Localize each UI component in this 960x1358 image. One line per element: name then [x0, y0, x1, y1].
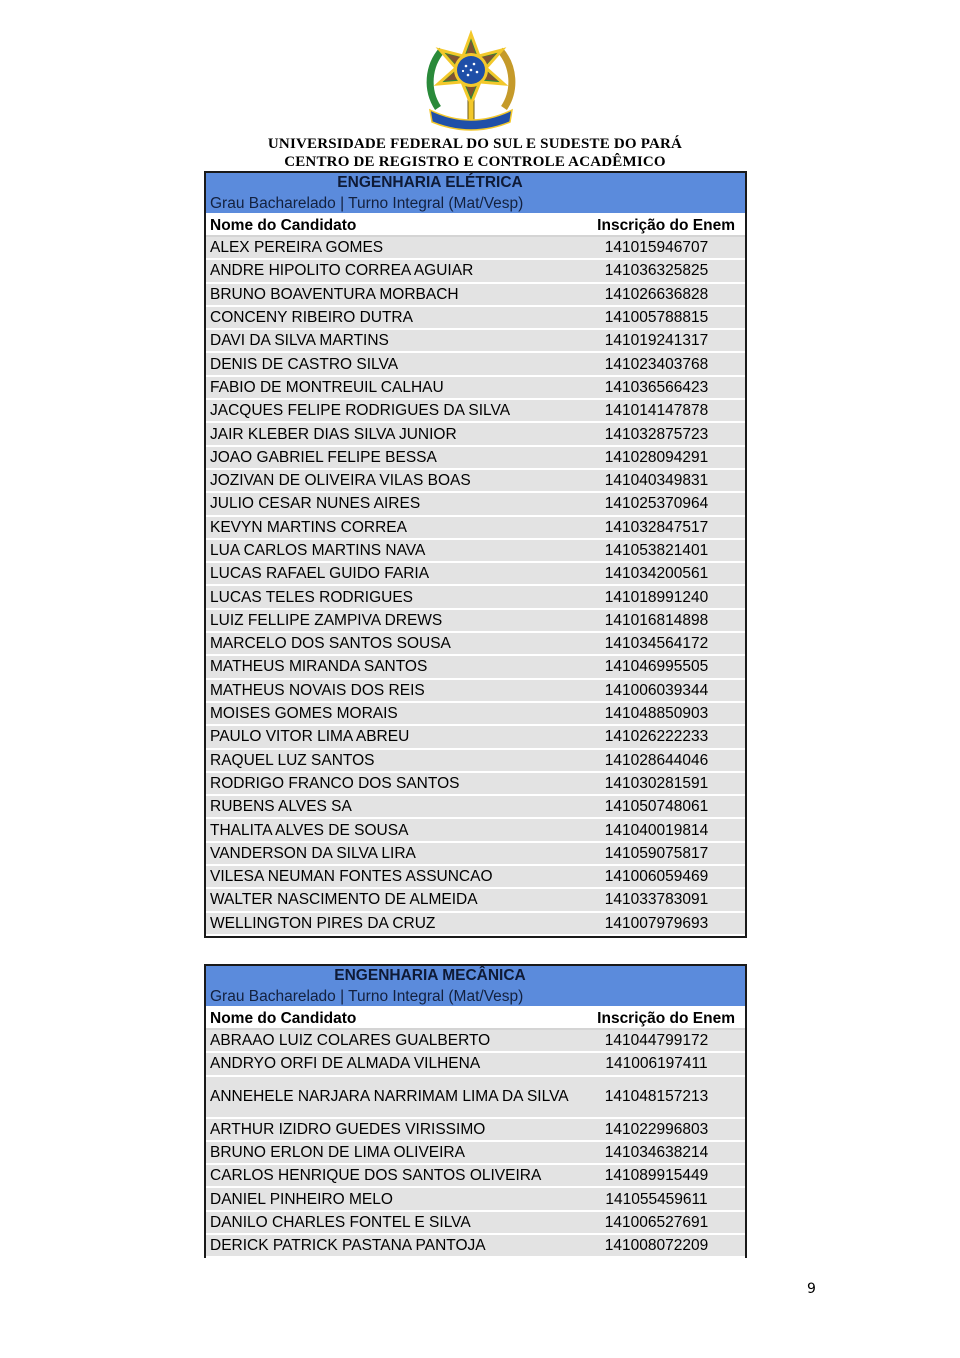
candidate-name: WELLINGTON PIRES DA CRUZ	[204, 912, 576, 935]
candidate-name: VILESA NEUMAN FONTES ASSUNCAO	[204, 865, 576, 888]
enem-registration: 141006197411	[576, 1052, 745, 1075]
enem-registration: 141032875723	[576, 422, 745, 445]
table-row	[204, 422, 745, 445]
candidate-name: MARCELO DOS SANTOS SOUSA	[204, 632, 576, 655]
table-row	[204, 725, 745, 748]
course-title: ENGENHARIA ELÉTRICA	[204, 172, 745, 193]
enem-registration: 141089915449	[576, 1164, 745, 1187]
candidate-name: FABIO DE MONTREUIL CALHAU	[204, 376, 576, 399]
enem-registration: 141005788815	[576, 306, 745, 329]
candidate-name: CONCENY RIBEIRO DUTRA	[204, 306, 576, 329]
table-row	[204, 585, 745, 608]
table-row	[204, 562, 745, 585]
candidate-name: RAQUEL LUZ SANTOS	[204, 749, 576, 772]
page-number: 9	[807, 1281, 816, 1297]
table-row	[204, 469, 745, 492]
candidate-name: LUIZ FELLIPE ZAMPIVA DREWS	[204, 609, 576, 632]
brazil-coat-of-arms-icon	[424, 30, 518, 134]
enem-registration: 141028094291	[576, 446, 745, 469]
candidate-name: JACQUES FELIPE RODRIGUES DA SILVA	[204, 399, 576, 422]
table-row	[204, 1164, 745, 1187]
table-row	[204, 655, 745, 678]
table-row	[204, 888, 745, 911]
enem-registration: 141048157213	[576, 1076, 745, 1118]
enem-registration: 141048850903	[576, 702, 745, 725]
enem-registration: 141006527691	[576, 1211, 745, 1234]
table-row	[204, 772, 745, 795]
enem-registration: 141006059469	[576, 865, 745, 888]
enem-registration: 141046995505	[576, 655, 745, 678]
table-row	[204, 842, 745, 865]
table-row	[204, 609, 745, 632]
candidate-name: DAVI DA SILVA MARTINS	[204, 329, 576, 352]
table-row	[204, 1211, 745, 1234]
candidate-name: ALEX PEREIRA GOMES	[204, 236, 576, 259]
enem-registration: 141034200561	[576, 562, 745, 585]
enem-registration: 141019241317	[576, 329, 745, 352]
table-row	[204, 702, 745, 725]
table-row	[204, 539, 745, 562]
course-table-eletrica	[204, 172, 745, 936]
table-row	[204, 1076, 745, 1118]
table-row	[204, 283, 745, 306]
table-row	[204, 446, 745, 469]
candidate-name: LUCAS RAFAEL GUIDO FARIA	[204, 562, 576, 585]
institution-name: UNIVERSIDADE FEDERAL DO SUL E SUDESTE DO PARÁ	[267, 136, 683, 152]
candidate-name: DERICK PATRICK PASTANA PANTOJA	[204, 1234, 576, 1257]
enem-registration: 141036566423	[576, 376, 745, 399]
column-header-enem: Inscrição do Enem	[576, 214, 745, 236]
course-title: ENGENHARIA MECÂNICA	[204, 965, 745, 986]
table-row	[204, 865, 745, 888]
table-row	[204, 516, 745, 539]
table-row	[204, 1141, 745, 1164]
enem-registration: 141006039344	[576, 679, 745, 702]
table-row	[204, 679, 745, 702]
candidate-name: ARTHUR IZIDRO GUEDES VIRISSIMO	[204, 1118, 576, 1141]
candidate-name: VANDERSON DA SILVA LIRA	[204, 842, 576, 865]
candidate-name: LUA CARLOS MARTINS NAVA	[204, 539, 576, 562]
table-row	[204, 492, 745, 515]
candidate-name: MATHEUS MIRANDA SANTOS	[204, 655, 576, 678]
candidate-name: ANNEHELE NARJARA NARRIMAM LIMA DA SILVA	[204, 1076, 576, 1118]
column-header-name: Nome do Candidato	[204, 1007, 576, 1029]
enem-registration: 141034564172	[576, 632, 745, 655]
enem-registration: 141030281591	[576, 772, 745, 795]
enem-registration: 141033783091	[576, 888, 745, 911]
candidate-name: JAIR KLEBER DIAS SILVA JUNIOR	[204, 422, 576, 445]
candidate-name: JOAO GABRIEL FELIPE BESSA	[204, 446, 576, 469]
enem-registration: 141034638214	[576, 1141, 745, 1164]
table-row	[204, 1029, 745, 1052]
enem-registration: 141026222233	[576, 725, 745, 748]
candidate-name: DANILO CHARLES FONTEL E SILVA	[204, 1211, 576, 1234]
candidate-name: DANIEL PINHEIRO MELO	[204, 1187, 576, 1210]
course-grade: Grau Bacharelado | Turno Integral (Mat/Vesp)	[204, 986, 745, 1007]
enem-registration: 141025370964	[576, 492, 745, 515]
candidate-name: PAULO VITOR LIMA ABREU	[204, 725, 576, 748]
enem-registration: 141007979693	[576, 912, 745, 935]
table-row	[204, 306, 745, 329]
table-row	[204, 259, 745, 282]
candidate-name: LUCAS TELES RODRIGUES	[204, 585, 576, 608]
enem-registration: 141014147878	[576, 399, 745, 422]
candidate-name: MATHEUS NOVAIS DOS REIS	[204, 679, 576, 702]
enem-registration: 141008072209	[576, 1234, 745, 1257]
table-row	[204, 236, 745, 259]
candidate-name: MOISES GOMES MORAIS	[204, 702, 576, 725]
enem-registration: 141023403768	[576, 352, 745, 375]
column-header-enem: Inscrição do Enem	[576, 1007, 745, 1029]
candidate-name: ANDRE HIPOLITO CORREA AGUIAR	[204, 259, 576, 282]
enem-registration: 141018991240	[576, 585, 745, 608]
table-row	[204, 749, 745, 772]
enem-registration: 141040349831	[576, 469, 745, 492]
table-row	[204, 352, 745, 375]
table-row	[204, 399, 745, 422]
candidate-name: BRUNO BOAVENTURA MORBACH	[204, 283, 576, 306]
candidate-name: KEVYN MARTINS CORREA	[204, 516, 576, 539]
enem-registration: 141044799172	[576, 1029, 745, 1052]
table-row	[204, 329, 745, 352]
table-row	[204, 376, 745, 399]
enem-registration: 141032847517	[576, 516, 745, 539]
course-grade: Grau Bacharelado | Turno Integral (Mat/Vesp)	[204, 193, 745, 214]
candidate-name: CARLOS HENRIQUE DOS SANTOS OLIVEIRA	[204, 1164, 576, 1187]
table-row	[204, 912, 745, 935]
department-name: CENTRO DE REGISTRO E CONTROLE ACADÊMICO	[284, 154, 666, 170]
candidate-name: BRUNO ERLON DE LIMA OLIVEIRA	[204, 1141, 576, 1164]
table-row	[204, 1234, 745, 1257]
candidate-name: JULIO CESAR NUNES AIRES	[204, 492, 576, 515]
enem-registration: 141040019814	[576, 818, 745, 841]
course-table-mecanica	[204, 965, 745, 1258]
column-header-name: Nome do Candidato	[204, 214, 576, 236]
candidate-name: JOZIVAN DE OLIVEIRA VILAS BOAS	[204, 469, 576, 492]
candidate-name: DENIS DE CASTRO SILVA	[204, 352, 576, 375]
enem-registration: 141036325825	[576, 259, 745, 282]
enem-registration: 141016814898	[576, 609, 745, 632]
candidate-name: ANDRYO ORFI DE ALMADA VILHENA	[204, 1052, 576, 1075]
enem-registration: 141028644046	[576, 749, 745, 772]
enem-registration: 141055459611	[576, 1187, 745, 1210]
enem-registration: 141015946707	[576, 236, 745, 259]
candidate-name: ABRAAO LUIZ COLARES GUALBERTO	[204, 1029, 576, 1052]
candidate-name: RUBENS ALVES SA	[204, 795, 576, 818]
enem-registration: 141026636828	[576, 283, 745, 306]
candidate-name: THALITA ALVES DE SOUSA	[204, 818, 576, 841]
enem-registration: 141053821401	[576, 539, 745, 562]
candidate-name: WALTER NASCIMENTO DE ALMEIDA	[204, 888, 576, 911]
table-row	[204, 632, 745, 655]
enem-registration: 141050748061	[576, 795, 745, 818]
enem-registration: 141059075817	[576, 842, 745, 865]
table-row	[204, 1118, 745, 1141]
candidate-name: RODRIGO FRANCO DOS SANTOS	[204, 772, 576, 795]
table-row	[204, 1052, 745, 1075]
table-row	[204, 1187, 745, 1210]
table-row	[204, 795, 745, 818]
enem-registration: 141022996803	[576, 1118, 745, 1141]
table-row	[204, 818, 745, 841]
